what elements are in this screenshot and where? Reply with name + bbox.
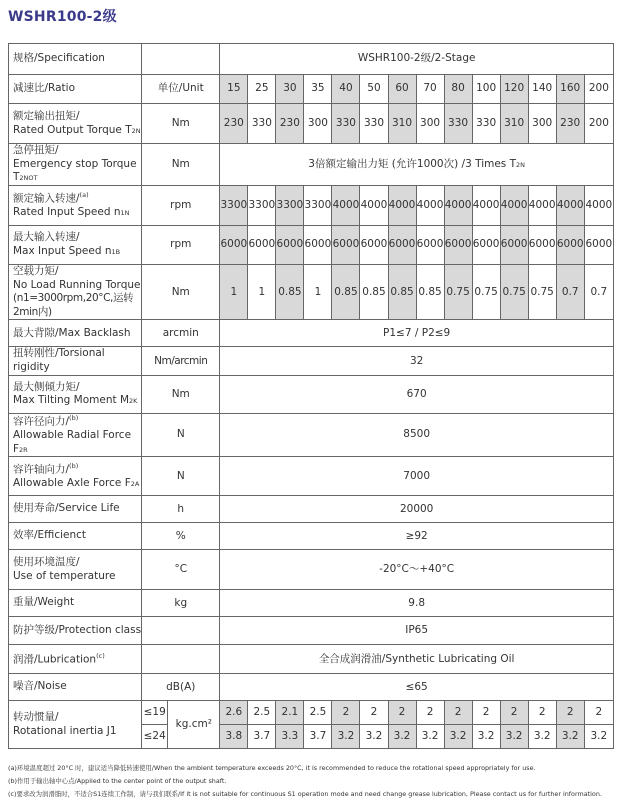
row-inertia-19 (9, 701, 614, 725)
speed-cell: 4000 (584, 185, 613, 225)
rated-output-torque-unit: Nm (142, 104, 220, 144)
inertia-cell: 2 (500, 701, 528, 725)
inertia-cell: 3.7 (304, 725, 332, 749)
no-load-cell: 0.75 (472, 264, 500, 320)
speed-cell: 3300 (248, 185, 276, 225)
lubrication-value: 全合成润滑油/Synthetic Lubricating Oil (220, 645, 614, 674)
no-load-cell: 1 (304, 264, 332, 320)
axial-force-label: 容许轴向力/$^{(b)}$ Allowable Axle Force F2A (9, 457, 142, 496)
inertia-cell: 2.5 (248, 701, 276, 725)
row-lubrication (9, 645, 614, 674)
protection-unit-empty (142, 617, 220, 645)
no-load-cell: 1 (248, 264, 276, 320)
inertia-cell: 2.5 (304, 701, 332, 725)
speed-cell: 3300 (220, 185, 248, 225)
ratio-cell: 100 (472, 75, 500, 104)
row-emergency-stop-torque (9, 144, 614, 186)
footnote-b: (b)作用于输出轴中心点/Applied to the center point of the output shaft. (8, 777, 227, 785)
ratio-cell: 30 (276, 75, 304, 104)
speed-cell: 4000 (528, 185, 556, 225)
ratio-cell: 50 (360, 75, 388, 104)
inertia-label: 转动惯量/ Rotational inertia J1 (9, 701, 142, 749)
service-life-unit: h (142, 496, 220, 523)
temperature-value: -20°C～+40°C (220, 550, 614, 590)
no-load-cell: 0.75 (444, 264, 472, 320)
footnotes (8, 762, 618, 801)
torque-cell: 330 (248, 104, 276, 144)
torque-cell: 300 (528, 104, 556, 144)
row-service-life (9, 496, 614, 523)
max-speed-cell: 6000 (332, 225, 360, 264)
no-load-cell: 0.75 (500, 264, 528, 320)
page-title: WSHR100-2级 (8, 9, 117, 25)
max-speed-cell: 6000 (220, 225, 248, 264)
no-load-cell: 0.85 (276, 264, 304, 320)
ratio-cell: 15 (220, 75, 248, 104)
radial-force-value: 8500 (220, 413, 614, 456)
row-max-tilting-moment (9, 375, 614, 413)
speed-cell: 4000 (360, 185, 388, 225)
torque-cell: 230 (220, 104, 248, 144)
efficiency-label: 效率/Efficienct (9, 523, 142, 550)
max-tilting-moment-unit: Nm (142, 375, 220, 413)
inertia-cell: 3.2 (444, 725, 472, 749)
no-load-cell: 0.75 (528, 264, 556, 320)
ratio-cell: 60 (388, 75, 416, 104)
no-load-torque-label: 空载力矩/ No Load Running Torque (n1=3000rpm,20°C,运转2min内) (9, 264, 142, 320)
max-input-speed-label: 最大输入转速/ Max Input Speed n1B (9, 225, 142, 264)
no-load-cell: 0.85 (388, 264, 416, 320)
speed-cell: 4000 (556, 185, 584, 225)
speed-cell: 4000 (500, 185, 528, 225)
max-tilting-moment-value: 670 (220, 375, 614, 413)
speed-cell: 4000 (388, 185, 416, 225)
weight-unit: kg (142, 590, 220, 617)
no-load-cell: 0.85 (332, 264, 360, 320)
weight-value: 9.8 (220, 590, 614, 617)
row-weight (9, 590, 614, 617)
ratio-unit: 单位/Unit (142, 75, 220, 104)
radial-force-label: 容许径向力/$^{(b)}$ Allowable Radial Force F2R (9, 413, 142, 456)
row-no-load-torque (9, 264, 614, 320)
inertia-cell: 3.3 (276, 725, 304, 749)
torque-cell: 230 (556, 104, 584, 144)
no-load-torque-unit: Nm (142, 264, 220, 320)
max-speed-cell: 6000 (584, 225, 613, 264)
lubrication-unit-empty (142, 645, 220, 674)
inertia-cell: 2 (584, 701, 613, 725)
protection-value: IP65 (220, 617, 614, 645)
inertia-cell: 3.8 (220, 725, 248, 749)
axial-force-value: 7000 (220, 457, 614, 496)
torque-cell: 300 (416, 104, 444, 144)
emergency-stop-torque-unit: Nm (142, 144, 220, 186)
ratio-cell: 200 (584, 75, 613, 104)
rated-output-torque-label: 额定输出扭矩/ Rated Output Torque T2N (9, 104, 142, 144)
noise-value: ≤65 (220, 674, 614, 701)
speed-cell: 4000 (472, 185, 500, 225)
inertia-cell: 3.2 (472, 725, 500, 749)
no-load-cell: 0.7 (556, 264, 584, 320)
spec-label: 规格/Specification (9, 44, 142, 75)
max-backlash-value: P1≤7 / P2≤9 (220, 320, 614, 347)
spec-value: WSHR100-2级/2-Stage (220, 44, 614, 75)
spec-unit-empty (142, 44, 220, 75)
service-life-value: 20000 (220, 496, 614, 523)
max-speed-cell: 6000 (444, 225, 472, 264)
row-rated-output-torque (9, 104, 614, 144)
row-specification (9, 44, 614, 75)
max-speed-cell: 6000 (276, 225, 304, 264)
efficiency-unit: % (142, 523, 220, 550)
row-temperature (9, 550, 614, 590)
speed-cell: 4000 (444, 185, 472, 225)
row-radial-force (9, 413, 614, 456)
inertia-cell: 2 (416, 701, 444, 725)
row-noise (9, 674, 614, 701)
efficiency-value: ≥92 (220, 523, 614, 550)
no-load-cell: 0.85 (416, 264, 444, 320)
inertia-cell: 2 (388, 701, 416, 725)
inertia-cell: 3.2 (584, 725, 613, 749)
row-ratio (9, 75, 614, 104)
ratio-cell: 140 (528, 75, 556, 104)
radial-force-unit: N (142, 413, 220, 456)
torque-cell: 330 (472, 104, 500, 144)
no-load-cell: 0.85 (360, 264, 388, 320)
max-input-speed-unit: rpm (142, 225, 220, 264)
inertia-size-24: ≤24 (142, 725, 168, 749)
torque-cell: 230 (276, 104, 304, 144)
max-speed-cell: 6000 (500, 225, 528, 264)
inertia-size-19: ≤19 (142, 701, 168, 725)
speed-cell: 3300 (304, 185, 332, 225)
torque-cell: 310 (500, 104, 528, 144)
inertia-cell: 2 (556, 701, 584, 725)
row-max-backlash (9, 320, 614, 347)
max-speed-cell: 6000 (248, 225, 276, 264)
speed-cell: 3300 (276, 185, 304, 225)
inertia-cell: 3.2 (332, 725, 360, 749)
row-axial-force (9, 457, 614, 496)
row-torsional-rigidity (9, 347, 614, 375)
torsional-rigidity-unit: Nm/arcmin (142, 347, 220, 375)
inertia-cell: 2 (472, 701, 500, 725)
service-life-label: 使用寿命/Service Life (9, 496, 142, 523)
inertia-cell: 3.2 (528, 725, 556, 749)
protection-label: 防护等级/Protection class (9, 617, 142, 645)
max-tilting-moment-label: 最大侧倾力矩/ Max Tilting Moment M2K (9, 375, 142, 413)
max-speed-cell: 6000 (556, 225, 584, 264)
torque-cell: 200 (584, 104, 613, 144)
row-protection (9, 617, 614, 645)
emergency-stop-torque-value: 3倍额定输出力矩 (允许1000次) /3 Times T2N (220, 144, 614, 186)
ratio-cell: 25 (248, 75, 276, 104)
inertia-cell: 2 (332, 701, 360, 725)
ratio-cell: 35 (304, 75, 332, 104)
noise-unit: dB(A) (142, 674, 220, 701)
inertia-unit: kg.cm² (168, 701, 220, 749)
torque-cell: 300 (304, 104, 332, 144)
ratio-label: 减速比/Ratio (9, 75, 142, 104)
axial-force-unit: N (142, 457, 220, 496)
row-max-input-speed (9, 225, 614, 264)
footnote-a: (a)环境温度超过 20°C 时，建议适当降低转速使用/When the ambient temperature exceeds 20°C, it is recommended to reduce the rotational speed appropriately for use. (8, 764, 536, 772)
max-speed-cell: 6000 (528, 225, 556, 264)
inertia-cell: 3.2 (360, 725, 388, 749)
inertia-cell: 3.2 (416, 725, 444, 749)
lubrication-label: 润滑/Lubrication$^{(c)}$ (9, 645, 142, 674)
no-load-cell: 0.7 (584, 264, 613, 320)
spec-table (8, 43, 614, 749)
ratio-cell: 120 (500, 75, 528, 104)
noise-label: 噪音/Noise (9, 674, 142, 701)
torque-cell: 310 (388, 104, 416, 144)
torsional-rigidity-value: 32 (220, 347, 614, 375)
torque-cell: 330 (332, 104, 360, 144)
ratio-cell: 40 (332, 75, 360, 104)
inertia-cell: 2 (444, 701, 472, 725)
max-speed-cell: 6000 (360, 225, 388, 264)
row-efficiency (9, 523, 614, 550)
inertia-cell: 2 (528, 701, 556, 725)
inertia-cell: 3.7 (248, 725, 276, 749)
torsional-rigidity-label: 扭转刚性/Torsional rigidity (9, 347, 142, 375)
inertia-cell: 2.1 (276, 701, 304, 725)
ratio-cell: 160 (556, 75, 584, 104)
torque-cell: 330 (360, 104, 388, 144)
rated-input-speed-unit: rpm (142, 185, 220, 225)
weight-label: 重量/Weight (9, 590, 142, 617)
inertia-cell: 2 (360, 701, 388, 725)
max-speed-cell: 6000 (388, 225, 416, 264)
max-backlash-unit: arcmin (142, 320, 220, 347)
inertia-cell: 2.6 (220, 701, 248, 725)
ratio-cell: 70 (416, 75, 444, 104)
row-rated-input-speed (9, 185, 614, 225)
speed-cell: 4000 (416, 185, 444, 225)
no-load-cell: 1 (220, 264, 248, 320)
max-speed-cell: 6000 (472, 225, 500, 264)
footnote-c: (c)要求改为润滑脂时，不适合S1连续工作制，请与我们联系/If it is not suitable for continuous S1 operation mode and need change grease lubrication, Please contact us for further information. (8, 790, 602, 798)
inertia-cell: 3.2 (500, 725, 528, 749)
rated-input-speed-label: 额定输入转速/$^{(a)}$ Rated Input Speed n1N (9, 185, 142, 225)
ratio-cell: 80 (444, 75, 472, 104)
temperature-label: 使用环境温度/ Use of temperature (9, 550, 142, 590)
temperature-unit: °C (142, 550, 220, 590)
max-speed-cell: 6000 (304, 225, 332, 264)
inertia-cell: 3.2 (388, 725, 416, 749)
max-backlash-label: 最大背隙/Max Backlash (9, 320, 142, 347)
emergency-stop-torque-label: 急停扭矩/ Emergency stop Torque T2NOT (9, 144, 142, 186)
speed-cell: 4000 (332, 185, 360, 225)
max-speed-cell: 6000 (416, 225, 444, 264)
inertia-cell: 3.2 (556, 725, 584, 749)
torque-cell: 330 (444, 104, 472, 144)
